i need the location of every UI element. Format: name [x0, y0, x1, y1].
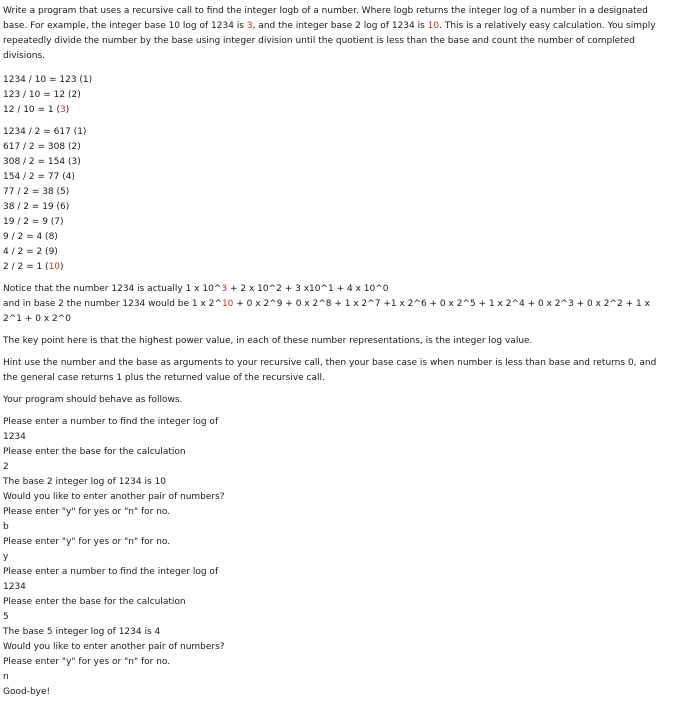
session-line: Please enter a number to find the integer log of — [3, 417, 219, 427]
keypoint-paragraph: The key point here is that the highest power value, in each of these number representations, is the integer log value. — [3, 336, 533, 346]
session-line: Would you like to enter another pair of numbers? — [3, 492, 225, 502]
intro-paragraph — [3, 4, 666, 64]
division-line: 77 / 2 = 38 (5) — [3, 187, 70, 197]
session-line: Please enter the base for the calculation — [3, 447, 186, 457]
intro-highlight-1: 3 — [246, 21, 253, 31]
division-line: 154 / 2 = 77 (4) — [3, 172, 75, 182]
session-line: 2 — [3, 462, 9, 472]
division-line: 1234 / 2 = 617 (1) — [3, 127, 87, 137]
division-line: 308 / 2 = 154 (3) — [3, 157, 81, 167]
division-line: 123 / 10 = 12 (2) — [3, 90, 81, 100]
intro-text-3: . This is a relatively easy calculation. You simply repeatedly divide the number by the base using integer division until the quotient is less than the base and count the number of completed divisions. — [3, 21, 656, 61]
notice-highlight-2: 10 — [221, 299, 234, 309]
division-line: 19 / 2 = 9 (7) — [3, 217, 64, 227]
intro-text-1: Write a program that uses a recursive call to find the integer logb of a number. Where logb returns the integer log of a number in a designated base. For example, the integer base 10 log of 1234 is — [3, 6, 648, 31]
division-line: 4 / 2 = 2 (9) — [3, 247, 58, 257]
division-line: 12 / 10 = 1 (3) — [3, 105, 70, 115]
division-line: 38 / 2 = 19 (6) — [3, 202, 70, 212]
session-line: Please enter a number to find the integer log of — [3, 567, 219, 577]
session-line: 5 — [3, 612, 9, 622]
base2-divisions — [3, 125, 666, 275]
session-line: Please enter "y" for yes or "n" for no. — [3, 657, 171, 667]
session-line: b — [3, 522, 9, 532]
behave-paragraph: Your program should behave as follows. — [3, 395, 183, 405]
session-line: y — [3, 552, 9, 562]
session-line: n — [3, 672, 9, 682]
session-line: Good-bye! — [3, 687, 51, 697]
intro-highlight-2: 10 — [427, 21, 440, 31]
division-line: 9 / 2 = 4 (8) — [3, 232, 58, 242]
session-line: Please enter "y" for yes or "n" for no. — [3, 507, 171, 517]
division-line: 2 / 2 = 1 (10) — [3, 262, 64, 272]
division-line: 617 / 2 = 308 (2) — [3, 142, 81, 152]
session-line: Would you like to enter another pair of numbers? — [3, 642, 225, 652]
base10-divisions — [3, 73, 666, 118]
session-line: Please enter "y" for yes or "n" for no. — [3, 537, 171, 547]
session-line: 1234 — [3, 432, 26, 442]
session-line: Please enter the base for the calculation — [3, 597, 186, 607]
hint-paragraph: Hint use the number and the base as arguments to your recursive call, then your base case is when number is less than base and returns 0, and the general case returns 1 plus the returned value of the recursive call. — [3, 358, 657, 383]
division-count-highlight: 10 — [48, 262, 61, 272]
notice-highlight-1: 3 — [221, 284, 228, 294]
session-line: The base 5 integer log of 1234 is 4 — [3, 627, 161, 637]
session-line: The base 2 integer log of 1234 is 10 — [3, 477, 166, 487]
sample-session — [3, 415, 666, 700]
notice-paragraph: Notice that the number 1234 is actually 1 x 10^3 + 2 x 10^2 + 3 x10^1 + 4 x 10^0 and in base 2 the number 1234 would be 1 x 2^10 + 0 x 2^9 + 0 x 2^8 + 1 x 2^7 +1 x 2^6 + 0 x 2^5 + 1 x 2^4 + 0 x 2^3 + 0 x 2^2 + 1 x 2^1 + 0 x 2^0 — [3, 284, 650, 324]
division-count-highlight: 3 — [60, 105, 66, 115]
intro-text-2: , and the integer base 2 log of 1234 is — [252, 21, 428, 31]
division-line: 1234 / 10 = 123 (1) — [3, 75, 93, 85]
session-line: 1234 — [3, 582, 26, 592]
